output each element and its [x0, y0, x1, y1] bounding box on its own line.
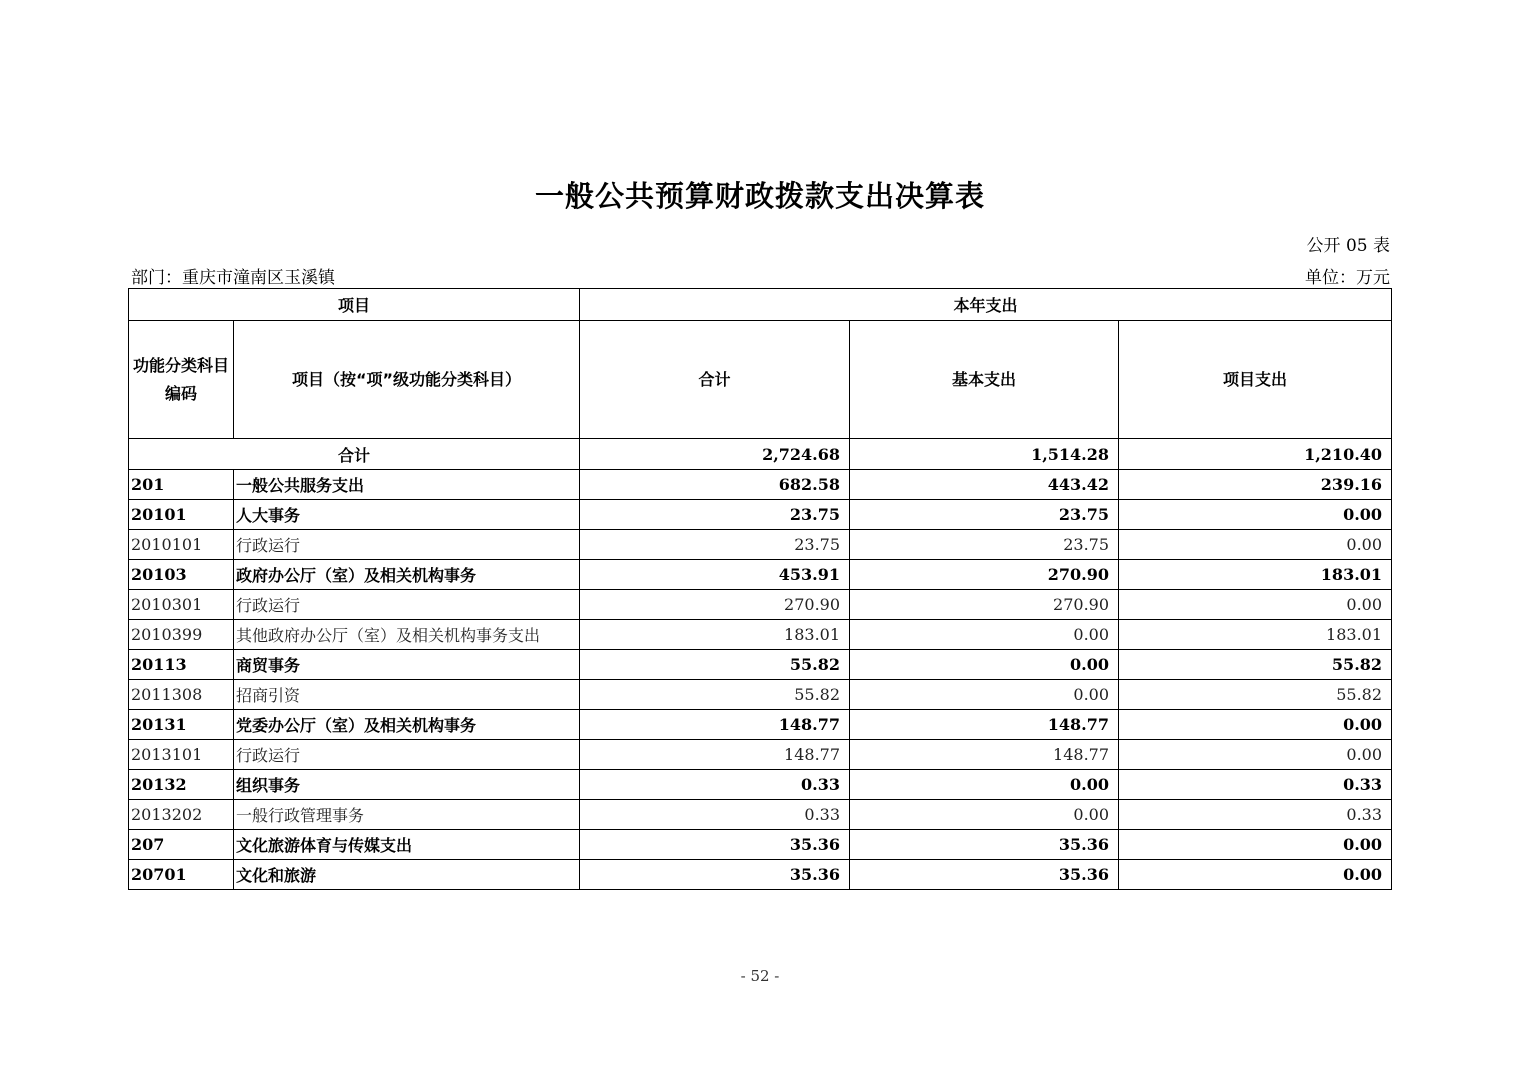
row-code: 20132	[129, 770, 234, 800]
row-name: 其他政府办公厅（室）及相关机构事务支出	[234, 620, 580, 650]
row-project: 0.00	[1119, 860, 1392, 890]
row-project: 0.00	[1119, 590, 1392, 620]
row-code: 20113	[129, 650, 234, 680]
row-basic: 0.00	[850, 680, 1119, 710]
row-project: 183.01	[1119, 560, 1392, 590]
row-basic: 0.00	[850, 800, 1119, 830]
row-total: 55.82	[580, 650, 850, 680]
header-row-1	[129, 289, 1392, 321]
row-total: 148.77	[580, 740, 850, 770]
row-total: 55.82	[580, 680, 850, 710]
row-total: 23.75	[580, 500, 850, 530]
table-row	[129, 470, 1392, 500]
row-project: 0.00	[1119, 710, 1392, 740]
total-row	[129, 439, 1392, 470]
header-item-name: 项目（按“项”级功能分类科目）	[234, 321, 580, 439]
row-project: 55.82	[1119, 650, 1392, 680]
expenditure-table	[128, 288, 1392, 890]
row-project: 0.33	[1119, 800, 1392, 830]
row-name: 行政运行	[234, 530, 580, 560]
total-basic: 1,514.28	[850, 439, 1119, 470]
row-basic: 23.75	[850, 500, 1119, 530]
row-name: 一般行政管理事务	[234, 800, 580, 830]
row-project: 55.82	[1119, 680, 1392, 710]
row-basic: 443.42	[850, 470, 1119, 500]
row-code: 20131	[129, 710, 234, 740]
row-code: 20103	[129, 560, 234, 590]
row-name: 组织事务	[234, 770, 580, 800]
row-code: 2011308	[129, 680, 234, 710]
row-name: 政府办公厅（室）及相关机构事务	[234, 560, 580, 590]
row-basic: 0.00	[850, 770, 1119, 800]
row-basic: 23.75	[850, 530, 1119, 560]
form-number: 公开 05 表	[1306, 236, 1390, 256]
row-total: 35.36	[580, 830, 850, 860]
row-total: 183.01	[580, 620, 850, 650]
row-basic: 148.77	[850, 710, 1119, 740]
table-row	[129, 530, 1392, 560]
table-row	[129, 740, 1392, 770]
row-basic: 0.00	[850, 650, 1119, 680]
table-row	[129, 590, 1392, 620]
table-row	[129, 830, 1392, 860]
row-name: 文化和旅游	[234, 860, 580, 890]
row-basic: 35.36	[850, 860, 1119, 890]
header-project: 项目支出	[1119, 321, 1392, 439]
row-code: 20701	[129, 860, 234, 890]
unit-label: 单位：万元	[1305, 268, 1390, 288]
row-project: 239.16	[1119, 470, 1392, 500]
department-label: 部门：重庆市潼南区玉溪镇	[131, 268, 335, 288]
row-project: 0.33	[1119, 770, 1392, 800]
total-amount: 2,724.68	[580, 439, 850, 470]
table-row	[129, 710, 1392, 740]
row-project: 0.00	[1119, 830, 1392, 860]
row-total: 23.75	[580, 530, 850, 560]
row-basic: 35.36	[850, 830, 1119, 860]
row-code: 2010301	[129, 590, 234, 620]
total-project: 1,210.40	[1119, 439, 1392, 470]
page-title: 一般公共预算财政拨款支出决算表	[534, 179, 985, 213]
row-total: 453.91	[580, 560, 850, 590]
row-code: 2010399	[129, 620, 234, 650]
table-row	[129, 770, 1392, 800]
row-name: 文化旅游体育与传媒支出	[234, 830, 580, 860]
table-row	[129, 800, 1392, 830]
row-project: 0.00	[1119, 740, 1392, 770]
row-name: 招商引资	[234, 680, 580, 710]
row-total: 682.58	[580, 470, 850, 500]
row-code: 2013101	[129, 740, 234, 770]
row-project: 0.00	[1119, 530, 1392, 560]
table-row	[129, 650, 1392, 680]
header-basic: 基本支出	[850, 321, 1119, 439]
row-basic: 270.90	[850, 590, 1119, 620]
row-code: 207	[129, 830, 234, 860]
row-name: 商贸事务	[234, 650, 580, 680]
row-code: 2013202	[129, 800, 234, 830]
table-row	[129, 500, 1392, 530]
row-name: 党委办公厅（室）及相关机构事务	[234, 710, 580, 740]
row-basic: 148.77	[850, 740, 1119, 770]
table-row	[129, 860, 1392, 890]
total-label: 合计	[129, 439, 580, 470]
table-row	[129, 680, 1392, 710]
table-row	[129, 620, 1392, 650]
row-code: 2010101	[129, 530, 234, 560]
header-row-2	[129, 321, 1392, 439]
header-current-year: 本年支出	[580, 289, 1392, 321]
row-name: 一般公共服务支出	[234, 470, 580, 500]
row-total: 35.36	[580, 860, 850, 890]
row-basic: 0.00	[850, 620, 1119, 650]
row-project: 0.00	[1119, 500, 1392, 530]
header-total: 合计	[580, 321, 850, 439]
row-total: 148.77	[580, 710, 850, 740]
row-name: 行政运行	[234, 590, 580, 620]
row-total: 0.33	[580, 800, 850, 830]
row-project: 183.01	[1119, 620, 1392, 650]
header-item: 项目	[129, 289, 580, 321]
row-code: 20101	[129, 500, 234, 530]
page-number: - 52 -	[740, 967, 780, 985]
row-total: 0.33	[580, 770, 850, 800]
table-row	[129, 560, 1392, 590]
row-name: 人大事务	[234, 500, 580, 530]
row-name: 行政运行	[234, 740, 580, 770]
row-basic: 270.90	[850, 560, 1119, 590]
row-total: 270.90	[580, 590, 850, 620]
header-code: 功能分类科目编码	[129, 321, 234, 439]
row-code: 201	[129, 470, 234, 500]
